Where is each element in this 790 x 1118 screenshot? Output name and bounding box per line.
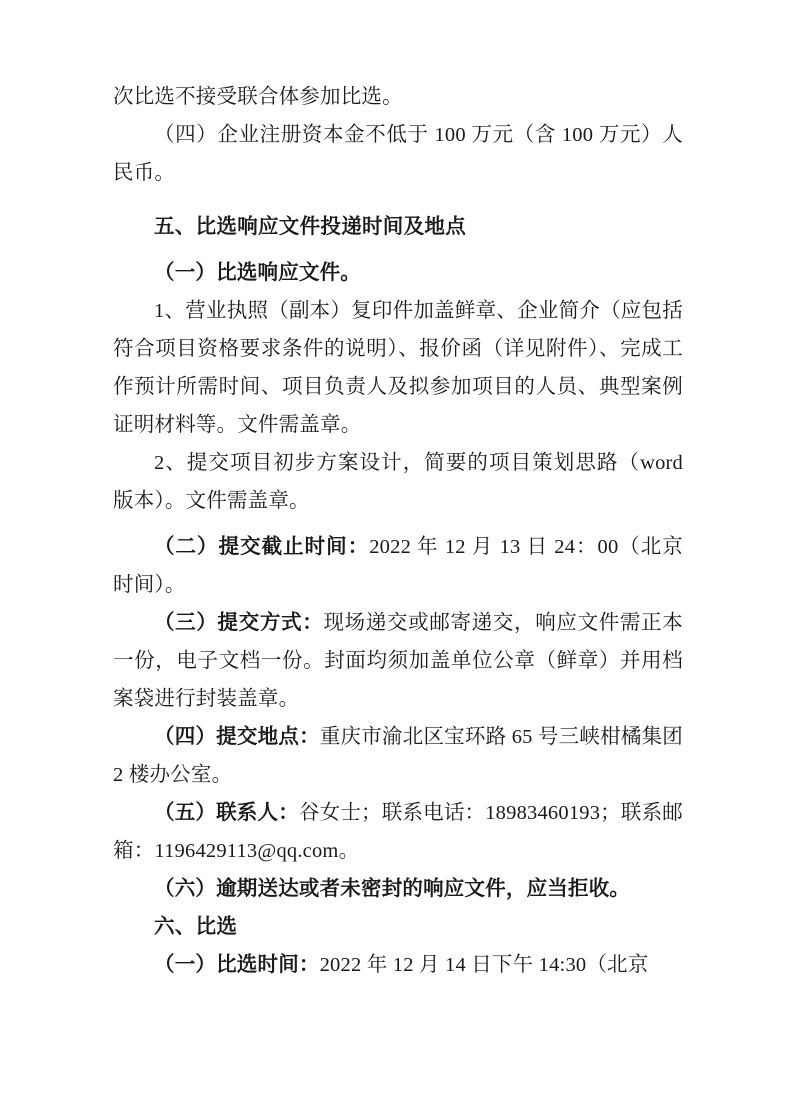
bold-label: （六）逾期送达或者未密封的响应文件，应当拒收。 bbox=[154, 878, 631, 900]
document-body bbox=[113, 78, 683, 984]
bold-label: （一）比选时间： bbox=[154, 954, 320, 976]
paragraph-sub-four-location: （四）提交地点：重庆市渝北区宝环路 65 号三峡柑橘集团 2 楼办公室。 bbox=[113, 726, 683, 786]
paragraph-sub-three-method: （三）提交方式：现场递交或邮寄递交，响应文件需正本一份，电子文档一份。封面均须加盖单位公章（鲜章）并用档案袋进行封装盖章。 bbox=[113, 612, 683, 710]
paragraph-item-four-capital: （四）企业注册资本金不低于 100 万元（含 100 万元）人民币。 bbox=[113, 124, 683, 184]
paragraph-sub-one-response-doc bbox=[113, 254, 683, 292]
heading-section-five: 五、比选响应文件投递时间及地点 bbox=[154, 216, 466, 238]
bold-label: （四）提交地点： bbox=[154, 726, 320, 748]
bold-label: （三）提交方式： bbox=[154, 612, 324, 634]
bold-label: （五）联系人： bbox=[154, 802, 299, 824]
paragraph-sub-five-contact: （五）联系人：谷女士；联系电话：18983460193；联系邮箱：1196429113@qq.com。 bbox=[113, 802, 683, 862]
bold-label: （二）提交截止时间： bbox=[154, 536, 370, 558]
paragraph-line-continuation: 次比选不接受联合体参加比选。 bbox=[113, 86, 403, 108]
paragraph-sub-six-overdue bbox=[113, 870, 683, 908]
paragraph-sub-one-time: （一）比选时间：2022 年 12 月 14 日下午 14:30（北京 bbox=[154, 954, 649, 976]
paragraph-sub-two-deadline: （二）提交截止时间：2022 年 12 月 13 日 24：00（北京时间）。 bbox=[113, 536, 684, 596]
paragraph-numbered-one: 1、营业执照（副本）复印件加盖鲜章、企业简介（应包括符合项目资格要求条件的说明）、报价函（详见附件）、完成工作预计所需时间、项目负责人及拟参加项目的人员、典型案例证明材料等。文件需盖章。 bbox=[113, 300, 683, 436]
bold-label: （一）比选响应文件。 bbox=[154, 262, 361, 284]
paragraph-numbered-two: 2、提交项目初步方案设计，简要的项目策划思路（word 版本）。文件需盖章。 bbox=[113, 452, 683, 512]
heading-section-six: 六、比选 bbox=[154, 916, 238, 938]
